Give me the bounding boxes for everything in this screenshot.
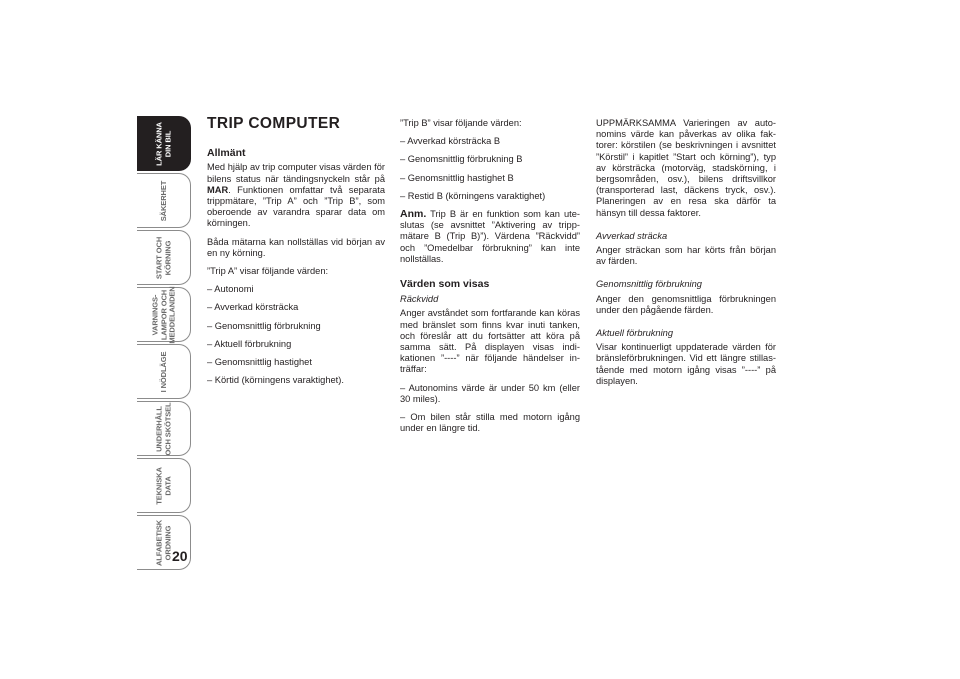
tab-start-och-korning[interactable] <box>137 230 191 285</box>
paragraph-text: . Funktionen omfattar två separata trippmätare, ”Trip A” och ”Trip B”, som oberoende av varandra sparar data om körningen. <box>207 184 385 229</box>
sub-heading-italic: Aktuell förbrukning <box>596 328 673 339</box>
page-number: 20 <box>172 548 188 564</box>
list-item: – Avverkad körsträcka <box>207 302 299 313</box>
key-position: MAR <box>207 184 229 195</box>
note-text: Trip B är en funktion som kan uteslutas (se avsnittet ”Aktivering av trippmätare B (Trip B)”). Värdena ”Räckvidd” och ”Omedelbar förbrukning” kan inte nollställas. <box>400 209 580 264</box>
paragraph <box>207 162 385 229</box>
tab-tekniska-data[interactable] <box>137 458 191 513</box>
tab-label: VARNINGS- LAMPOR OCH MEDDELANDEN <box>149 285 176 344</box>
paragraph: – Om bilen står stilla med motorn igång under en längre tid. <box>400 412 580 434</box>
list-item: – Restid B (körningens varaktighet) <box>400 190 546 201</box>
tab-i-nodlage[interactable] <box>137 344 191 399</box>
paragraph: Anger sträckan som har körts från början av färden. <box>596 245 776 267</box>
tab-sakerhet[interactable] <box>137 173 191 228</box>
column-1 <box>207 115 385 393</box>
sub-heading-italic: Avverkad sträcka <box>596 230 668 241</box>
column-2 <box>400 118 580 441</box>
list-item: – Autonomi <box>207 284 254 295</box>
column-3 <box>596 118 776 394</box>
tab-label: ALFABETISK ORDNING <box>154 519 172 566</box>
paragraph: Båda mätarna kan nollställas vid början av en ny körning. <box>207 236 385 258</box>
list-item: – Genomsnittlig förbrukning B <box>400 154 523 165</box>
page-title: TRIP COMPUTER <box>207 115 341 132</box>
paragraph: UPPMÄRKSAMMA Varieringen av autonomins värde kan påverkas av olika faktorer: körstilen (se beskrivningen i avsnittet ”Körstil” i kapitlet ”Start och körning”), typ av körsträcka (motorväg, stadskörning, i bergsområden, osv.), bilens driftsvillkor (transporterad last, däckens tryck, osv.). Planeringen av en resa ska därför ta hänsyn till dessa faktorer. <box>596 118 776 218</box>
tab-varningslampor[interactable] <box>137 287 191 342</box>
section-heading: Allmänt <box>207 147 246 160</box>
tab-underhall[interactable] <box>137 401 191 456</box>
paragraph: ”Trip B” visar följande värden: <box>400 118 522 128</box>
tab-label: TEKNISKA DATA <box>154 466 172 505</box>
sub-heading-italic: Genomsnittlig förbrukning <box>596 279 702 290</box>
note-label: Anm. <box>400 208 427 221</box>
list-item: – Genomsnittlig förbrukning <box>207 320 321 331</box>
paragraph: Anger den genomsnittliga förbrukningen under den pågående färden. <box>596 293 776 315</box>
list-item: – Körtid (körningens varaktighet). <box>207 375 344 386</box>
tab-lar-kanna-din-bil[interactable] <box>137 116 191 171</box>
list-item: – Genomsnittlig hastighet B <box>400 172 514 183</box>
tab-label: SÄKERHET <box>158 180 168 221</box>
paragraph-text: Med hjälp av trip computer visas värden för bilens status när tändingsnyckeln står på <box>207 162 385 184</box>
sub-heading-italic: Räckvidd <box>400 294 439 305</box>
paragraph: Anger avståndet som fortfarande kan köras med bränslet som finns kvar inuti tanken, och föreslår att du fortsätter att köra på samma sätt. På displayen visas indikationen ”----” när följande händelser inträffar: <box>400 308 580 375</box>
tab-label: UNDERHÅLL OCH SKÖTSEL <box>154 401 172 456</box>
list-item: – Aktuell förbrukning <box>207 338 292 349</box>
paragraph: Visar kontinuerligt uppdaterade värden för bränsleförbrukningen. Vid ett längre stillastående med motorn igång visas ”----” på displayen. <box>596 342 776 386</box>
paragraph: – Autonomins värde är under 50 km (eller 30 miles). <box>400 382 580 404</box>
note-paragraph <box>400 209 580 265</box>
section-heading: Värden som visas <box>400 278 490 291</box>
list-item: – Avverkad körsträcka B <box>400 136 501 147</box>
tab-label: LÄR KÄNNA DIN BIL <box>154 121 172 166</box>
tab-label: I NÖDLÄGE <box>158 351 168 392</box>
list-item: – Genomsnittlig hastighet <box>207 357 312 368</box>
tab-label: START OCH KÖRNING <box>154 236 172 279</box>
paragraph: ”Trip A” visar följande värden: <box>207 266 329 277</box>
